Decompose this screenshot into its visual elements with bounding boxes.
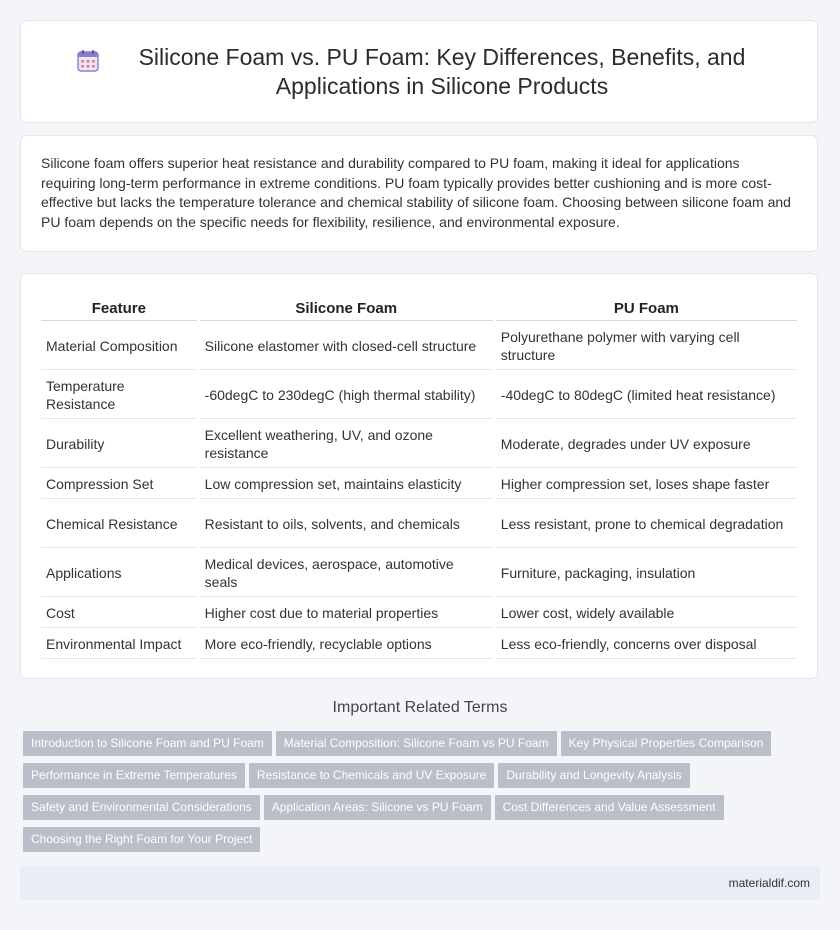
feature-cell: Durability [41,421,197,468]
related-term-tag[interactable]: Choosing the Right Foam for Your Project [23,827,260,852]
feature-cell: Material Composition [41,323,197,370]
table-row [41,470,797,499]
table-header-row [41,296,797,321]
related-term-tag[interactable]: Durability and Longevity Analysis [498,763,689,788]
footer [20,866,820,900]
related-term-tag[interactable]: Key Physical Properties Comparison [561,731,772,756]
feature-cell: Temperature Resistance [41,372,197,419]
page-title: Silicone Foam vs. PU Foam: Key Differences, Benefits, and Applications in Silicone Products [138,43,746,99]
related-term-tag[interactable]: Performance in Extreme Temperatures [23,763,245,788]
comparison-table [38,294,800,661]
pu-cell: Higher compression set, loses shape faster [496,470,797,499]
column-header: Feature [41,296,197,321]
silicone-cell: Medical devices, aerospace, automotive seals [200,550,493,597]
pu-cell: Furniture, packaging, insulation [496,550,797,597]
column-header: PU Foam [496,296,797,321]
feature-cell: Cost [41,599,197,628]
table-row [41,630,797,659]
intro-card [20,135,818,252]
site-name[interactable]: materialdif.com [728,876,810,890]
pu-cell: Moderate, degrades under UV exposure [496,421,797,468]
silicone-cell: Low compression set, maintains elasticity [200,470,493,499]
calendar-icon [76,49,100,73]
header-card [20,20,818,123]
related-term-tag[interactable]: Application Areas: Silicone vs PU Foam [264,795,491,820]
related-term-tag[interactable]: Safety and Environmental Considerations [23,795,260,820]
pu-cell: Lower cost, widely available [496,599,797,628]
feature-cell: Compression Set [41,470,197,499]
related-term-tag[interactable]: Introduction to Silicone Foam and PU Foam [23,731,272,756]
table-row [41,501,797,548]
pu-cell: Less resistant, prone to chemical degradation [496,501,797,548]
silicone-cell: Excellent weathering, UV, and ozone resistance [200,421,493,468]
feature-cell: Chemical Resistance [41,501,197,548]
table-row [41,421,797,468]
silicone-cell: Resistant to oils, solvents, and chemicals [200,501,493,548]
comparison-card [20,273,818,679]
intro-text: Silicone foam offers superior heat resistance and durability compared to PU foam, making it ideal for applications requiring long-term performance in extreme conditions. PU foam typically provides better cushioning and is more cost-effective but lacks the temperature tolerance and chemical stability of silicone foam. Choosing between silicone foam and PU foam depends on the specific needs for flexibility, resilience, and environmental exposure. [41,155,791,230]
related-terms-heading: Important Related Terms [332,699,508,716]
related-term-tag[interactable]: Resistance to Chemicals and UV Exposure [249,763,494,788]
table-row [41,323,797,370]
related-terms-list [23,731,823,859]
related-term-tag[interactable]: Cost Differences and Value Assessment [495,795,724,820]
silicone-cell: -60degC to 230degC (high thermal stability) [200,372,493,419]
table-row [41,372,797,419]
silicone-cell: Silicone elastomer with closed-cell structure [200,323,493,370]
feature-cell: Environmental Impact [41,630,197,659]
pu-cell: -40degC to 80degC (limited heat resistance) [496,372,797,419]
pu-cell: Less eco-friendly, concerns over disposal [496,630,797,659]
column-header: Silicone Foam [200,296,493,321]
table-row [41,550,797,597]
related-term-tag[interactable]: Material Composition: Silicone Foam vs PU Foam [276,731,557,756]
table-row [41,599,797,628]
silicone-cell: Higher cost due to material properties [200,599,493,628]
feature-cell: Applications [41,550,197,597]
silicone-cell: More eco-friendly, recyclable options [200,630,493,659]
pu-cell: Polyurethane polymer with varying cell structure [496,323,797,370]
